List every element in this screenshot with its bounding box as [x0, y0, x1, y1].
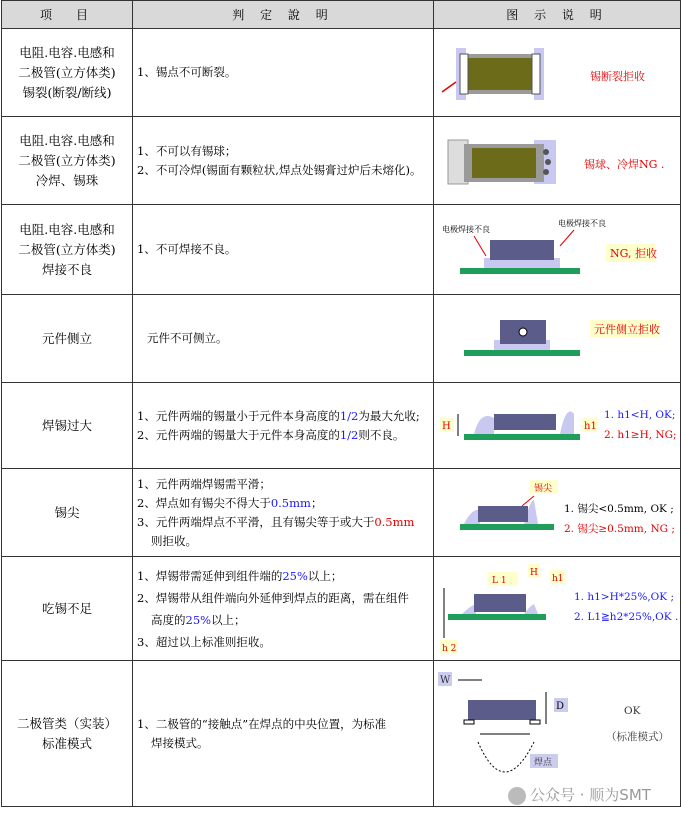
desc-line: 高度的25%以上；: [151, 612, 246, 627]
row-cold-solder: [2, 117, 681, 205]
desc-line: 2、元件两端的锡量大于元件本身高度的1/2则不良。: [137, 427, 405, 442]
item-cell: [2, 469, 133, 557]
ok-label: 1. h1<H, OK;: [604, 408, 676, 421]
fig-h1: h1: [552, 573, 564, 584]
item-line: 二极管类（实装）: [16, 715, 117, 731]
row-tombstone: [2, 295, 681, 383]
row-solder-tip: [2, 469, 681, 557]
fig-L1: L 1: [492, 575, 507, 586]
desc-cell: [133, 661, 434, 807]
desc-line: 元件不可侧立。: [147, 331, 228, 345]
desc-line: 1、焊锡带需延伸到组件端的25%以上；: [137, 568, 343, 583]
desc-cell: [133, 29, 434, 117]
fig-H: H: [530, 567, 538, 578]
solder-tip-figure: [434, 470, 679, 556]
header-judge: 判 定 說 明: [133, 1, 434, 29]
fig-h1: h1: [584, 420, 597, 432]
figure-cell: [434, 117, 681, 205]
insufficient-solder-figure: [434, 558, 679, 660]
desc-line: 1、锡点不可断裂。: [137, 65, 237, 79]
item-line: 二极管(立方体类): [18, 241, 116, 257]
header-item: 项 目: [2, 1, 133, 29]
item-cell: [2, 117, 133, 205]
item-cell: [2, 295, 133, 383]
desc-line: 1、二极管的“接触点”在焊点的中央位置，为标准: [137, 716, 387, 731]
inspection-table: [1, 0, 681, 807]
row-insufficient-solder: [2, 557, 681, 661]
desc-line: 2、焊锡带从组件端向外延伸到焊点的距离，需在组件: [137, 590, 409, 605]
item-line: 吃锡不足: [41, 600, 92, 616]
desc-line: 2、焊点如有锡尖不得大于0.5mm；: [137, 495, 323, 510]
figure-cell: [434, 383, 681, 469]
ng-label: 2. h1≥H, NG;: [604, 428, 677, 441]
item-cell: [2, 29, 133, 117]
item-line: 锡裂(断裂/断线): [22, 84, 112, 100]
figure-cell: [434, 557, 681, 661]
fig-label-left: 电极焊接不良: [442, 224, 490, 234]
wechat-icon: [508, 787, 526, 805]
fig-pad: 焊点: [534, 757, 553, 768]
watermark: [508, 784, 651, 805]
desc-line: 3、超过以上标准则拒收。: [137, 634, 271, 649]
item-line: 焊接不良: [41, 261, 92, 277]
ok-label: 1. 锡尖<0.5mm, OK ;: [564, 502, 674, 515]
item-line: 锡尖: [54, 504, 80, 520]
desc-line: 1、元件两端的锡量小于元件本身高度的1/2为最大允收;: [137, 408, 420, 423]
fig-label-right: 电极焊接不良: [558, 218, 606, 228]
item-line: 冷焊、锡珠: [35, 172, 99, 188]
mode-label: （标准模式）: [606, 730, 669, 743]
item-line: 电阻.电容.电感和: [19, 44, 115, 60]
ng-label: 2. 锡尖≥0.5mm, NG ;: [564, 522, 675, 535]
fig-H: H: [442, 420, 451, 432]
item-cell: [2, 557, 133, 661]
desc-cell: [133, 469, 434, 557]
item-line: 二极管(立方体类): [18, 152, 116, 168]
figure-cell: [434, 29, 681, 117]
desc-cell: [133, 557, 434, 661]
item-cell: [2, 383, 133, 469]
ok2-label: 2. L1≧h2*25%,OK .: [574, 610, 679, 623]
fig-label: NG, 拒收: [610, 246, 658, 260]
figure-cell: [434, 205, 681, 295]
desc-line: 焊接模式。: [151, 735, 209, 750]
fig-label: 锡球、冷焊NG .: [584, 157, 665, 171]
item-line: 焊锡过大: [41, 417, 92, 433]
row-excess-solder: [2, 383, 681, 469]
fig-h2: h 2: [442, 643, 457, 654]
desc-line: 则拒收。: [151, 533, 197, 548]
item-line: 电阻.电容.电感和: [19, 221, 115, 237]
desc-cell: [133, 383, 434, 469]
row-solder-crack: [2, 29, 681, 117]
fig-label: 锡断裂拒收: [590, 69, 645, 83]
figure-cell: [434, 469, 681, 557]
desc-line: 1、元件两端焊锡需平滑；: [137, 476, 271, 491]
cold-solder-figure: [434, 118, 679, 204]
fig-W: W: [440, 674, 451, 686]
desc-cell: [133, 117, 434, 205]
item-line: 电阻.电容.电感和: [19, 132, 115, 148]
fig-tip: 锡尖: [534, 483, 553, 494]
desc-cell: [133, 205, 434, 295]
watermark-text: 公众号 · 顺为SMT: [530, 786, 651, 804]
item-cell: [2, 661, 133, 807]
ok1-label: 1. h1>H*25%,OK ;: [574, 590, 675, 603]
desc-line: 1、不可焊接不良。: [137, 242, 237, 256]
fig-label: 元件侧立拒收: [594, 322, 660, 336]
desc-line: 2、不可冷焊(锡面有颗粒状,焊点处锡膏过炉后未熔化)。: [137, 162, 422, 177]
item-cell: [2, 205, 133, 295]
crack-figure: [434, 30, 679, 116]
item-line: 标准模式: [41, 735, 92, 751]
ok-label: OK: [624, 704, 641, 717]
item-line: 元件侧立: [41, 330, 92, 346]
row-poor-soldering: [2, 205, 681, 295]
tombstone-figure: [434, 296, 679, 382]
excess-solder-figure: [434, 384, 679, 468]
poor-soldering-figure: [434, 206, 679, 294]
header-row: [2, 1, 681, 29]
desc-cell: [133, 295, 434, 383]
fig-D: D: [556, 700, 565, 712]
header-illustration: 图 示 说 明: [434, 1, 681, 29]
item-line: 二极管(立方体类): [18, 64, 116, 80]
figure-cell: [434, 295, 681, 383]
desc-line: 3、元件两端焊点不平滑，且有锡尖等于或大于0.5mm: [137, 514, 415, 529]
desc-line: 1、不可以有锡球；: [137, 143, 237, 158]
